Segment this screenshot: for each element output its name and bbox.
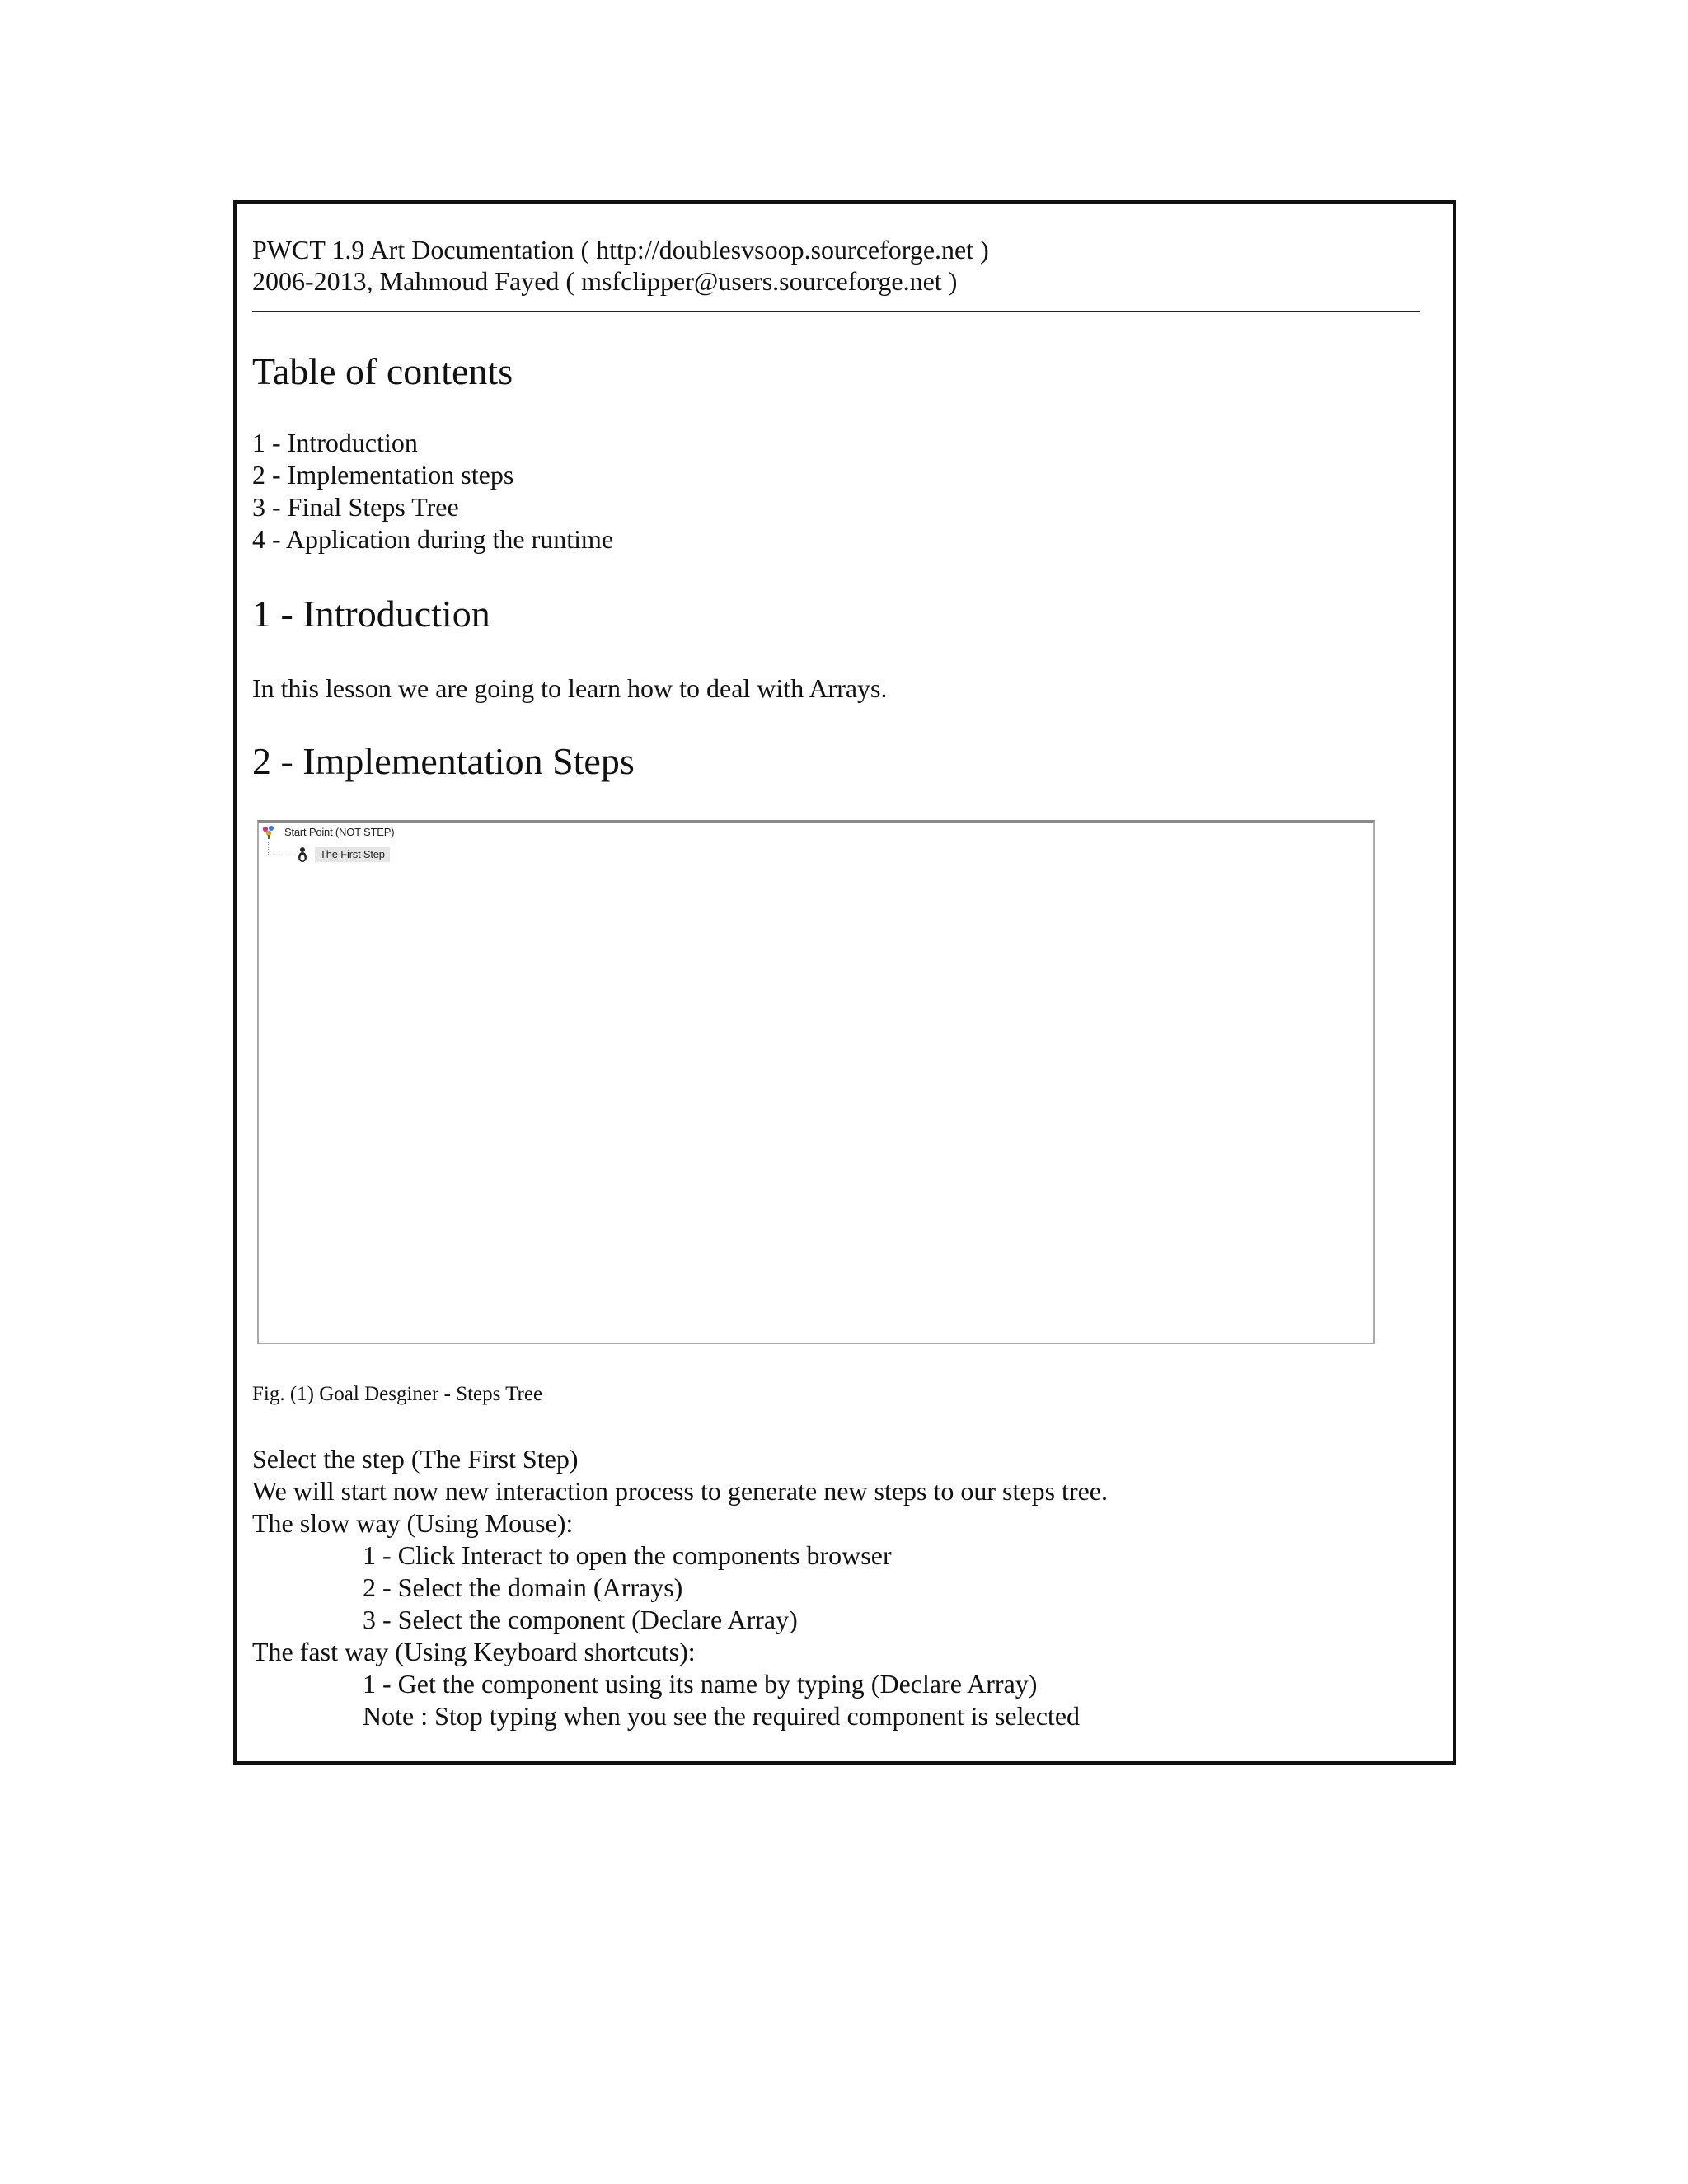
toc-item-implementation-steps[interactable]: 2 - Implementation steps [252, 460, 514, 490]
slow-step-3: 3 - Select the component (Declare Array) [363, 1605, 798, 1634]
slow-way-heading: The slow way (Using Mouse): [252, 1508, 574, 1538]
instruction-line: We will start now new interaction process to generate new steps to our steps tree. [252, 1476, 1108, 1506]
start-point-icon [261, 825, 276, 840]
introduction-text: In this lesson we are going to learn how to deal with Arrays. [252, 673, 888, 703]
step-icon [297, 846, 308, 863]
toc-item-introduction[interactable]: 1 - Introduction [252, 428, 418, 457]
tree-connector-vertical [268, 841, 269, 855]
page-content [252, 234, 1420, 1732]
implementation-heading: 2 - Implementation Steps [252, 740, 635, 782]
header-title: PWCT 1.9 Art Documentation ( http://doublesvsoop.sourceforge.net ) [252, 235, 989, 265]
slow-step-1: 1 - Click Interact to open the components browser [363, 1540, 892, 1570]
fast-step-note: Note : Stop typing when you see the required component is selected [363, 1701, 1081, 1731]
fast-way-heading: The fast way (Using Keyboard shortcuts): [252, 1637, 696, 1666]
tree-root-node[interactable] [261, 825, 394, 840]
toc-item-final-steps-tree[interactable]: 3 - Final Steps Tree [252, 492, 459, 522]
instruction-line: Select the step (The First Step) [252, 1444, 579, 1474]
introduction-heading: 1 - Introduction [252, 593, 490, 635]
toc-list [252, 427, 1420, 555]
fast-step-1: 1 - Get the component using its name by typing (Declare Array) [363, 1669, 1038, 1699]
steps-tree-screenshot [257, 820, 1375, 1344]
toc-item-application-runtime[interactable]: 4 - Application during the runtime [252, 524, 614, 554]
figure-caption: Fig. (1) Goal Desginer - Steps Tree [252, 1383, 543, 1405]
header-divider [252, 311, 1420, 312]
slow-step-2: 2 - Select the domain (Arrays) [363, 1572, 683, 1602]
document-page [233, 200, 1456, 1765]
tree-child-node[interactable] [297, 846, 390, 863]
tree-child-label: The First Step [315, 847, 390, 862]
toc-title: Table of contents [252, 350, 513, 392]
tree-root-label: Start Point (NOT STEP) [284, 826, 395, 838]
header-author: 2006-2013, Mahmoud Fayed ( msfclipper@users.sourceforge.net ) [252, 266, 958, 296]
instructions-block [252, 1443, 1420, 1732]
